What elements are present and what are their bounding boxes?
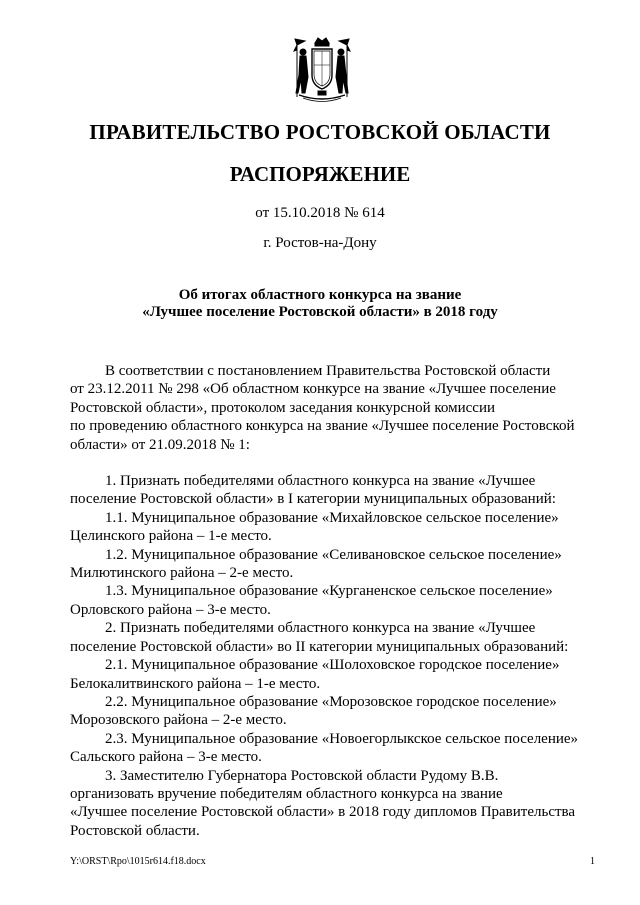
text-line: В соответствии с постановлением Правительства Ростовской области: [105, 363, 551, 379]
text-line: «Лучшее поселение Ростовской области» в 2018 году дипломов Правительства: [70, 804, 576, 821]
item-2: [70, 619, 595, 656]
text-line: 3. Заместителю Губернатора Ростовской области Рудому В.В.: [105, 767, 499, 784]
item-2-2: [70, 693, 595, 730]
item-1-3: [70, 582, 595, 619]
text-line: поселение Ростовской области» в I категории муниципальных образований:: [70, 491, 556, 508]
coat-of-arms-emblem: [293, 35, 351, 103]
text-line: 1.1. Муниципальное образование «Михайловское сельское поселение»: [105, 509, 559, 526]
text-line: организовать вручение победителям областного конкурса на звание: [70, 785, 503, 802]
document-date: 15.10.2018: [272, 205, 341, 221]
text-line: 1. Признать победителями областного конкурса на звание «Лучшее: [105, 473, 536, 490]
text-line: Морозовского района – 2-е место.: [70, 712, 287, 729]
text-line: по проведению областного конкурса на звание «Лучшее поселение Ростовской: [70, 418, 575, 435]
text-line: области» от 21.09.2018 № 1:: [70, 436, 250, 453]
text-line: Орловского района – 3-е место.: [70, 601, 271, 618]
city-line: г. Ростов-на-Дону: [263, 235, 377, 251]
document-number: 614: [362, 205, 385, 221]
item-1-2: [70, 546, 595, 583]
item-1-1: [70, 509, 595, 546]
text-line: поселение Ростовской области» во II категории муниципальных образований:: [70, 638, 569, 655]
document-type-heading: РАСПОРЯЖЕНИЕ: [229, 162, 411, 186]
text-line: Милютинского района – 2-е место.: [70, 565, 294, 582]
text-line: 1.2. Муниципальное образование «Селивановское сельское поселение»: [105, 546, 562, 563]
subject-line: «Лучшее поселение Ростовской области» в 2018 году: [142, 304, 498, 320]
text-line: от 23.12.2011 № 298 «Об областном конкурсе на звание «Лучшее поселение: [70, 381, 556, 398]
text-line: 2.1. Муниципальное образование «Шолоховское городское поселение»: [105, 657, 560, 674]
text-line: Сальского района – 3-е место.: [70, 749, 262, 766]
coat-of-arms-icon: [293, 35, 351, 103]
text-line: Ростовской области.: [70, 822, 200, 839]
file-path: Y:\ORST\Rpo\1015r614.f18.docx: [70, 856, 206, 867]
text-line: Ростовской области», протоколом заседания конкурсной комиссии: [70, 399, 496, 416]
document-subject: [60, 287, 580, 321]
text-line: Целинского района – 1-е место.: [70, 528, 272, 545]
text-line: 1.3. Муниципальное образование «Курганенское сельское поселение»: [105, 583, 553, 600]
page-footer: [70, 856, 595, 867]
document-body: [70, 362, 595, 840]
government-title: ПРАВИТЕЛЬСТВО РОСТОВСКОЙ ОБЛАСТИ: [89, 120, 551, 144]
page-number: 1: [590, 856, 595, 867]
text-line: 2.2. Муниципальное образование «Морозовское городское поселение»: [105, 693, 557, 710]
item-3: [70, 767, 595, 841]
subject-line: Об итогах областного конкурса на звание: [178, 287, 462, 303]
date-prefix: от: [255, 205, 270, 221]
date-number-line: [60, 205, 580, 222]
item-2-3: [70, 730, 595, 767]
number-sign: №: [344, 205, 359, 221]
item-2-1: [70, 656, 595, 693]
preamble-paragraph: [70, 362, 595, 454]
text-line: 2.3. Муниципальное образование «Новоегорлыкское сельское поселение»: [105, 730, 579, 747]
text-line: 2. Признать победителями областного конкурса на звание «Лучшее: [105, 620, 536, 637]
item-1: [70, 472, 595, 509]
text-line: Белокалитвинского района – 1-е место.: [70, 675, 321, 692]
